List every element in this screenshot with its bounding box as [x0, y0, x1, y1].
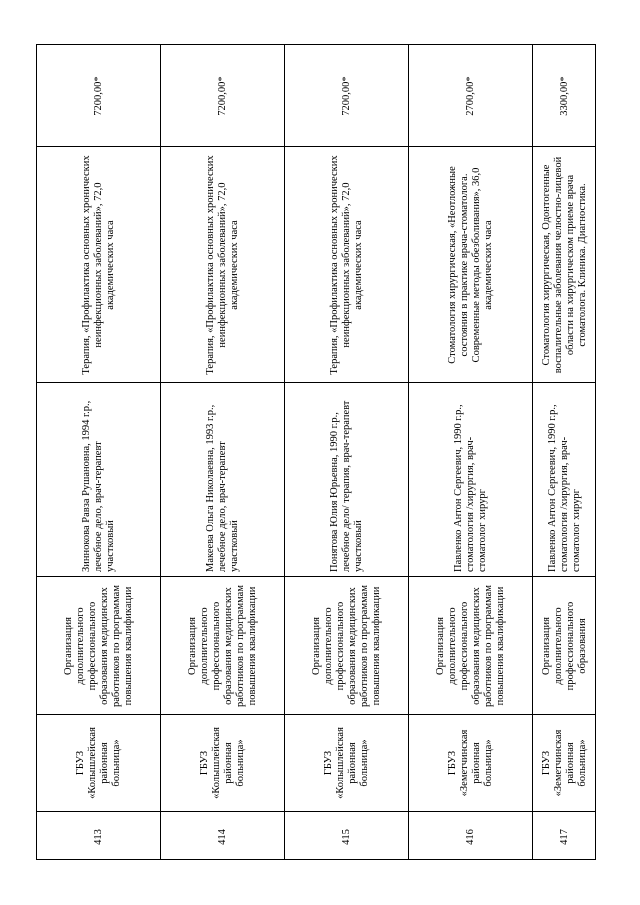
org-cell	[533, 576, 596, 714]
person-text: Макеева Ольга Николаевна, 1993 г.р., лечебное дело, врач-терапевт участковый	[204, 404, 240, 572]
hospital-text: ГБУЗ «Колышлейская районная больница»	[322, 727, 370, 799]
hospital-text: ГБУЗ «Колышлейская районная больница»	[198, 727, 246, 799]
hospital-cell	[533, 714, 596, 811]
price-cell	[409, 45, 532, 146]
person-cell	[37, 382, 160, 576]
org-cell	[285, 576, 408, 714]
number-cell	[409, 811, 532, 860]
hospital-cell	[37, 714, 160, 811]
org-cell	[161, 576, 284, 714]
person-text: Павленко Антон Сергеевич, 1990 г.р., стоматология /хирургия, врач-стоматолог хирург	[547, 403, 582, 572]
number-cell	[533, 811, 596, 860]
number-cell	[285, 811, 408, 860]
course-cell	[161, 146, 284, 382]
row-number: 414	[216, 828, 228, 845]
price-cell	[37, 45, 160, 146]
table-row-415	[285, 45, 409, 859]
price-text: 2700,00*	[464, 75, 476, 116]
price-cell	[161, 45, 284, 146]
person-cell	[285, 382, 408, 576]
org-text: Организация дополнительного профессионального образования медицинских работников по программам повышения квалификации	[186, 584, 258, 707]
org-text: Организация дополнительного профессионального образования медицинских работников по программам повышения квалификации	[62, 584, 134, 707]
hospital-cell	[285, 714, 408, 811]
org-cell	[37, 576, 160, 714]
org-text: Организация дополнительного профессионального образования медицинских работников по программам повышения квалификации	[434, 584, 506, 707]
person-text: Зиннокова Равза Рушановна, 1994 г.р., лечебное дело, врач-терапевт участковый	[80, 400, 116, 572]
org-text: Организация дополнительного профессионального образования медицинских работников по программам повышения квалификации	[310, 584, 382, 707]
course-text: Терапия, «Профилактика основных хронических неинфекционных заболеваний», 72,0 академических часа	[204, 154, 240, 375]
number-cell	[161, 811, 284, 860]
person-text: Павленко Антон Сергеевич, 1990 г.р., стоматология /хирургия, врач-стоматолог хирург	[452, 403, 488, 572]
org-text: Организация дополнительного профессионального образования	[541, 601, 588, 690]
hospital-cell	[161, 714, 284, 811]
price-cell	[533, 45, 596, 146]
course-text: Терапия, «Профилактика основных хронических неинфекционных заболеваний», 72,0 академических часа	[80, 154, 116, 375]
hospital-text: ГБУЗ «Земетчинская районная больница»	[541, 729, 588, 797]
row-number: 413	[92, 828, 104, 845]
course-cell	[409, 146, 532, 382]
org-cell	[409, 576, 532, 714]
course-text: Стоматология хирургическая, «Неотложные состояния в практике врача-стоматолога. Современные методы обезболивания», 36,0 академических часа	[446, 165, 494, 364]
course-cell	[533, 146, 596, 382]
price-text: 7200,00*	[216, 75, 228, 116]
price-cell	[285, 45, 408, 146]
row-number: 415	[340, 828, 352, 845]
course-text: Терапия, «Профилактика основных хронических неинфекционных заболеваний», 72,0 академических часа	[328, 154, 364, 375]
row-number: 416	[464, 828, 476, 845]
course-text: Стоматология хирургическая, Одонтогенные воспалительные заболевания челюстно-лицевой области на хирургическом приеме врача стоматолога. Клиника. Диагностика.	[541, 156, 588, 373]
table-row-414	[161, 45, 285, 859]
person-text: Понятова Юлия Юрьевна, 1990 г.р., лечебное дело/ терапия, врач-терапевт участковый	[328, 400, 364, 572]
price-text: 7200,00*	[92, 75, 104, 116]
person-cell	[533, 382, 596, 576]
number-cell	[37, 811, 160, 860]
course-cell	[37, 146, 160, 382]
hospital-text: ГБУЗ «Земетчинская районная больница»	[446, 729, 494, 797]
table-row-416	[409, 45, 533, 859]
person-cell	[409, 382, 532, 576]
hospital-text: ГБУЗ «Колышлейская районная больница»	[74, 727, 122, 799]
course-cell	[285, 146, 408, 382]
person-cell	[161, 382, 284, 576]
table-row-413	[37, 45, 161, 859]
table-row-417	[533, 45, 596, 859]
price-text: 3300,00*	[559, 75, 570, 116]
row-number: 417	[559, 828, 570, 845]
hospital-cell	[409, 714, 532, 811]
price-text: 7200,00*	[340, 75, 352, 116]
document-table	[36, 44, 596, 860]
